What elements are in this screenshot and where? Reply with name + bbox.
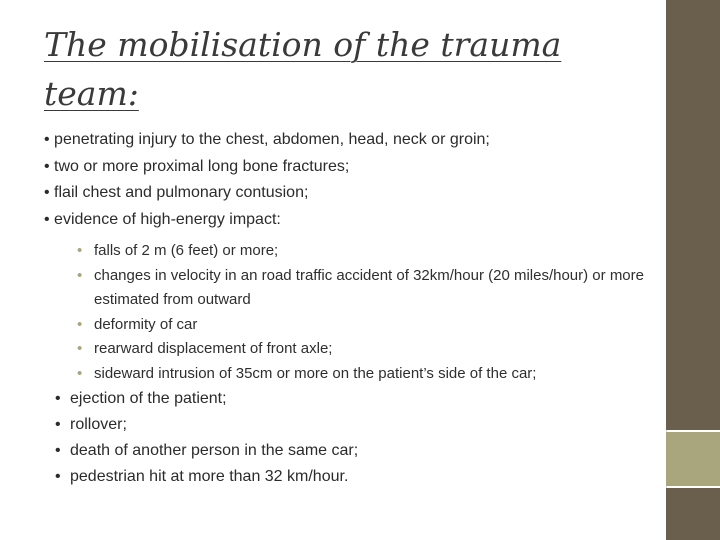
side-bar-bottom-block xyxy=(666,488,720,540)
bullet-icon: • xyxy=(77,315,83,333)
side-bar-top-block xyxy=(666,0,720,430)
high-energy-sublist xyxy=(44,239,644,386)
list-item: • ejection of the patient; xyxy=(44,386,644,412)
sub-list-item: • falls of 2 m (6 feet) or more; xyxy=(44,239,644,264)
list-item: • death of another person in the same car; xyxy=(44,438,644,464)
sub-list-item: • deformity of car xyxy=(44,313,644,338)
bullet-icon: • xyxy=(77,340,83,357)
list-item: • pedestrian hit at more than 32 km/hour. xyxy=(44,464,644,490)
bullet-icon: • xyxy=(55,416,61,433)
bullet-icon: • xyxy=(55,442,61,459)
bullet-icon: • xyxy=(77,266,83,284)
bullet-icon: • xyxy=(55,390,61,407)
criterion-item: • penetrating injury to the chest, abdomen, head, neck or groin; xyxy=(44,131,490,148)
criterion-item: • evidence of high-energy impact: xyxy=(44,210,281,228)
sub-list-item: • changes in velocity in an road traffic accident of 32km/hour (20 miles/hour) or more estimated from outward xyxy=(44,264,644,313)
additional-criteria-list xyxy=(44,386,644,490)
bullet-icon: • xyxy=(77,364,83,382)
bullet-icon: • xyxy=(55,468,61,485)
slide-title: The mobilisation of the trauma team: xyxy=(44,25,562,113)
bullet-icon: • xyxy=(77,242,83,259)
slide-body xyxy=(44,127,644,490)
side-bar-accent-block xyxy=(666,432,720,486)
sub-list-item: • sideward intrusion of 35cm or more on the patient’s side of the car; xyxy=(44,362,644,387)
criterion-item: • flail chest and pulmonary contusion; xyxy=(44,184,309,201)
list-item: • rollover; xyxy=(44,412,644,438)
criterion-item: • two or more proximal long bone fractures; xyxy=(44,157,350,175)
sub-list-item: • rearward displacement of front axle; xyxy=(44,337,644,362)
decorative-side-bar xyxy=(666,0,720,540)
